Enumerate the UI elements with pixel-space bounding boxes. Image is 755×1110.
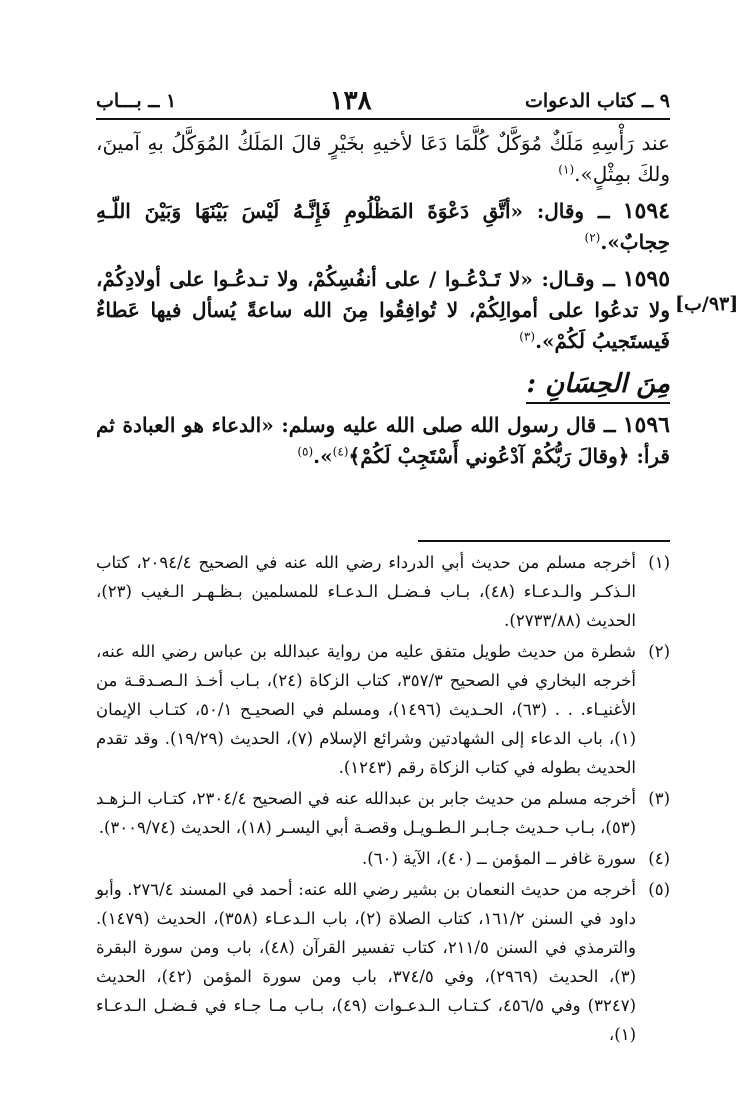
footnote <box>96 637 670 782</box>
hadith-text: ــ وقـال: «لا تَـدْعُـوا / على أنفُسِكُمْ، ولا تـدعُـوا على أولادِكُمْ، ولا تدعُوا على أموالِكُمْ، لا تُوافِقُوا مِنَ الله ساعةً يُسأل فيها عَطاءٌ فَيستَجيبُ لَكُمْ». <box>96 267 670 353</box>
main-text <box>96 128 670 478</box>
footnote-number: (٣) <box>648 789 670 808</box>
hadith-number: ١٥٩٦ <box>622 412 670 438</box>
footnote-text: سورة غافر ــ المؤمن ــ (٤٠)، الآية (٦٠). <box>362 849 636 868</box>
footnote <box>96 548 670 635</box>
footnote-ref: (٤) <box>332 444 349 459</box>
hadith-number: ١٥٩٥ <box>622 266 671 292</box>
footnote-divider <box>418 540 670 542</box>
header-chapter: ٩ ــ كتاب الدعوات <box>524 90 670 112</box>
paragraph-continuation <box>96 128 670 190</box>
footnote <box>96 784 670 842</box>
footnote-ref: (٥) <box>297 444 314 459</box>
footnote-ref: (١) <box>558 162 575 177</box>
footnote-number: (٥) <box>648 880 670 899</box>
section-heading: مِنَ الحِسَانِ : <box>526 369 670 404</box>
footnote-text: أخرجه مسلم من حديث جابر بن عبدالله عنه في الصحيح ٢٣٠٤/٤، كتـاب الـزهـد (٥٣)، بـاب حـديث جـابـر الـطـويـل وقصـة أبي اليسـر (١٨)، الحديث (٣٠٠٩/٧٤). <box>96 789 636 837</box>
header-divider <box>96 118 670 120</box>
margin-note: [٩٣/ب] <box>675 293 739 315</box>
footnote-text: أخرجه من حديث النعمان بن بشير رضي الله عنه: أحمد في المسند ٢٧٦/٤. وأبو داود في السنن ١٦١/٢، كتاب الصلاة (٢)، باب الـدعـاء (٣٥٨)، الحديث (١٤٧٩). والترمذي في السنن ٢١١/٥، كتاب تفسير القرآن (٤٨)، باب ومن سورة البقرة (٣)، الحديث (٢٩٦٩)، وفي ٣٧٤/٥، باب ومن سورة المؤمن (٤٢)، الحديث (٣٢٤٧) وفي ٤٥٦/٥، كـتـاب الـدعـوات (٤٩)، بـاب مـا جـاء في فـضـل الـدعـاء (١)، <box>96 880 636 1044</box>
hadith-number: ١٥٩٤ <box>622 198 670 224</box>
footnote-text: أخرجه مسلم من حديث أبي الدرداء رضي الله عنه في الصحيح ٢٠٩٤/٤، كتاب الـذكـر والـدعـاء (٤٨)، بـاب فـضـل الـدعـاء للمسلمين بـظـهـر الـغيب (٢٣)، الحديث (٢٧٣٣/٨٨). <box>96 553 636 630</box>
header-section: ١ ــ بـــاب <box>96 90 177 112</box>
footnotes <box>96 548 670 1051</box>
hadith-text-end: ». <box>313 444 333 468</box>
footnote-number: (١) <box>648 553 670 572</box>
footnote <box>96 875 670 1049</box>
hadith-text: ــ قال رسول الله صلى الله عليه وسلم: «الدعاء هو العبادة ثم قرأ: ﴿وقالَ رَبُّكُمْ آدْعُوني أَسْتَجِبْ لَكُمْ﴾ <box>96 413 670 468</box>
hadith-text: ــ وقال: «أتَّقِ دَعْوَةَ المَظْلُومِ فَإِنَّـهُ لَيْسَ بَيْنَهَا وَبَيْنَ اللّـهِ حِجابٌ». <box>96 199 670 254</box>
running-header <box>96 84 670 118</box>
hadith-1595 <box>96 264 670 357</box>
footnote-ref: (٢) <box>584 230 601 245</box>
hadith-1596 <box>96 410 670 472</box>
hadith-1594 <box>96 196 670 258</box>
footnote-text: شطرة من حديث طويل متفق عليه من رواية عبدالله بن عباس رضي الله عنه، أخرجه البخاري في الصحيح ٣٥٧/٣، كتاب الزكاة (٢٤)، بـاب أخـذ الـصـدقـة من الأغنيـاء. . . (٦٣)، الحـديث (١٤٩٦)، ومسلم في الصحيـح ٥٠/١، كتـاب الإيمان (١)، باب الدعاء إلى الشهادتين وشرائع الإسلام (٧)، الحديث (١٩/٢٩). وقد تقدم الحديث بطوله في كتاب الزكاة رقم (١٢٤٣). <box>96 642 636 777</box>
footnote-number: (٢) <box>648 642 670 661</box>
footnote-ref: (٣) <box>519 329 536 344</box>
page-number: ١٣٨ <box>329 86 372 116</box>
footnote <box>96 844 670 873</box>
paragraph-text: عند رَأْسِهِ مَلَكٌ مُوَكَّلٌ كُلَّمَا دَعَا لأخيهِ بخَيْرٍ قالَ المَلَكُ المُوَكَّلُ بهِ آمينَ، ولكَ بمِثْلٍ». <box>96 131 670 186</box>
footnote-number: (٤) <box>648 849 670 868</box>
